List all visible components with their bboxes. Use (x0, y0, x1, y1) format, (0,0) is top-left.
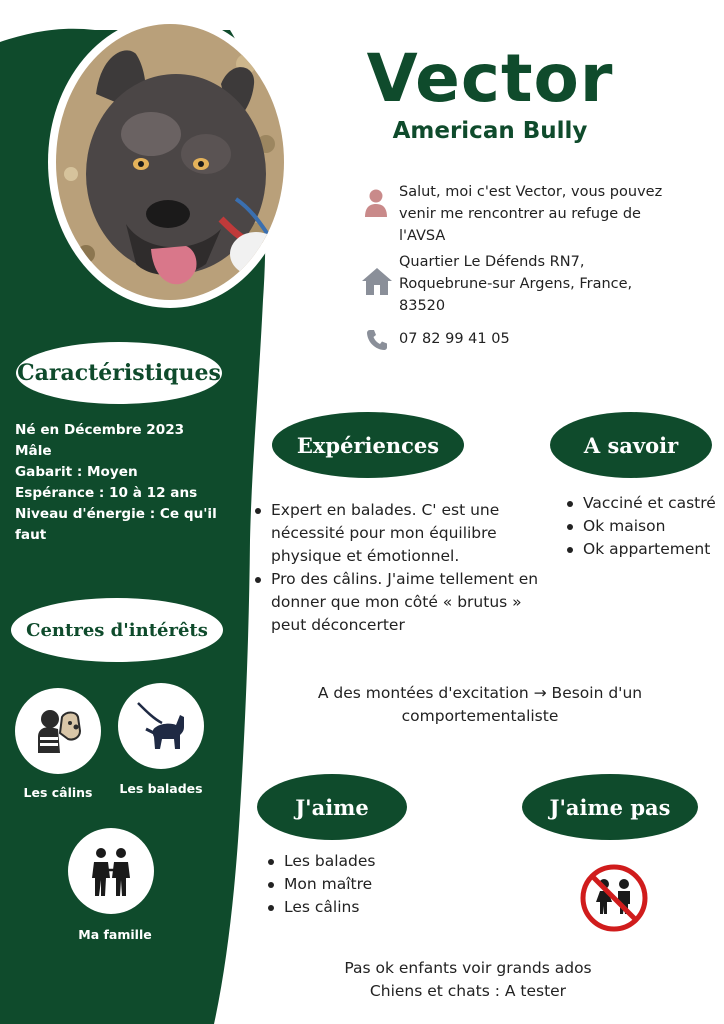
phone-number[interactable]: 07 82 99 41 05 (399, 331, 510, 347)
interest-label-hugs: Les câlins (23, 785, 93, 800)
like-item: Les balades (268, 850, 428, 873)
interest-circle-hugs (15, 688, 101, 774)
interest-label-walks: Les balades (119, 781, 203, 796)
behavior-note: A des montées d'excitation → Besoin d'un comportementaliste (317, 684, 643, 725)
like-item: Les câlins (268, 896, 428, 919)
experience-item: Expert en balades. C' est une nécessité pour mon équilibre physique et émotionnel. (255, 499, 545, 568)
a-savoir-item: Vacciné et castré (567, 492, 722, 515)
characteristics-list (15, 420, 251, 546)
characteristic-item: Niveau d'énergie : Ce qu'il faut (15, 506, 217, 543)
a-savoir-item: Ok maison (567, 515, 722, 538)
experiences-title: Expériences (272, 412, 464, 478)
intro-text: Salut, moi c'est Vector, vous pouvez venir me rencontrer au refuge de l'AVSA (399, 184, 663, 244)
a-savoir-item: Ok appartement (567, 538, 722, 561)
characteristic-item: Né en Décembre 2023 (15, 422, 185, 438)
dog-breed: American Bully (392, 118, 588, 144)
house-icon (361, 266, 393, 296)
a-savoir-list (567, 492, 722, 561)
dog-name: Vector (366, 40, 614, 117)
family-icon (84, 844, 138, 898)
likes-list (268, 850, 428, 919)
a-savoir-title: A savoir (550, 412, 712, 478)
dislikes-title: J'aime pas (522, 774, 698, 840)
interest-circle-walks (118, 683, 204, 769)
dog-photo (56, 24, 284, 300)
hug-icon (30, 703, 86, 759)
experience-item: Pro des câlins. J'aime tellement en donner que mon côté « brutus » peut déconcerter (255, 568, 545, 637)
characteristics-title: Caractéristiques (16, 342, 222, 404)
interest-circle-family (68, 828, 154, 914)
dog-walk-icon (132, 697, 190, 755)
footer-notes: Pas ok enfants voir grands ados Chiens et chats : A tester (344, 959, 592, 1000)
interests-title: Centres d'intérêts (11, 598, 223, 662)
likes-title: J'aime (257, 774, 407, 840)
experiences-list (255, 499, 545, 637)
phone-icon (366, 329, 388, 351)
characteristic-item: Mâle (15, 443, 52, 459)
characteristic-item: Espérance : 10 à 12 ans (15, 485, 198, 501)
person-icon (363, 188, 389, 218)
address-text: Quartier Le Défends RN7, Roquebrune-sur Argens, France, 83520 (399, 254, 633, 314)
no-children-icon (580, 864, 648, 932)
characteristic-item: Gabarit : Moyen (15, 464, 138, 480)
like-item: Mon maître (268, 873, 428, 896)
interest-label-family: Ma famille (78, 927, 152, 942)
